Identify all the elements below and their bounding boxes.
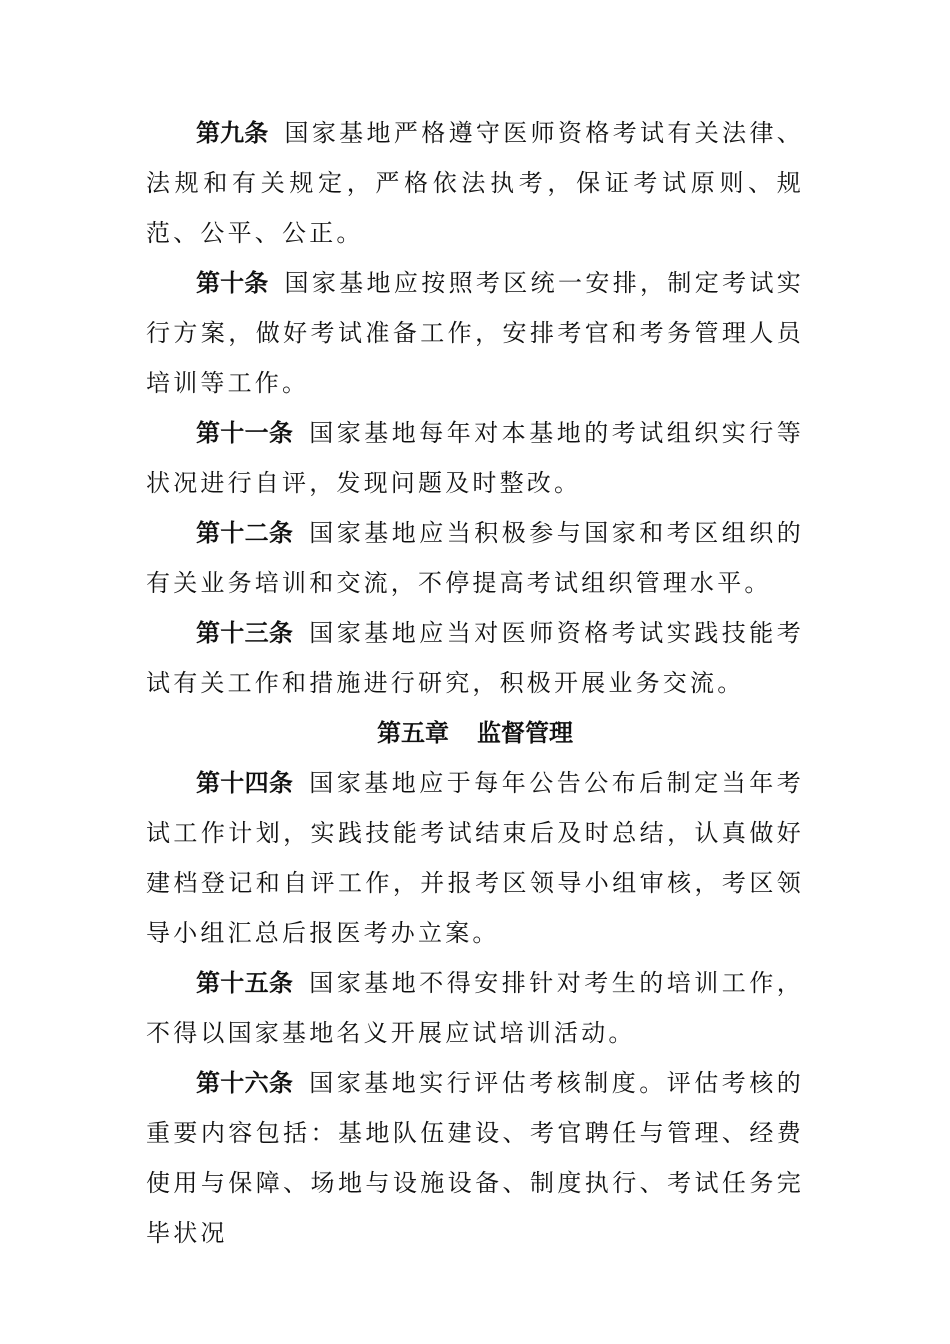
article-10 — [146, 258, 804, 408]
article-label: 第十二条 — [196, 519, 294, 547]
article-14 — [146, 758, 804, 958]
article-text: 国家基地严格遵守医师资格考试有关法律、法规和有关规定，严格依法执考，保证考试原则、规范、公平、公正。 — [146, 119, 804, 247]
article-label: 第十三条 — [196, 619, 294, 647]
article-16 — [146, 1058, 804, 1258]
article-text: 国家基地应当积极参与国家和考区组织的有关业务培训和交流，不停提高考试组织管理水平。 — [146, 519, 804, 597]
article-label: 第九条 — [196, 119, 269, 147]
article-label: 第十四条 — [196, 769, 294, 797]
chapter-heading — [146, 708, 804, 758]
article-text: 国家基地应于每年公告公布后制定当年考试工作计划，实践技能考试结束后及时总结，认真做好建档登记和自评工作，并报考区领导小组审核，考区领导小组汇总后报医考办立案。 — [146, 769, 804, 947]
article-label: 第十六条 — [196, 1069, 294, 1097]
article-text: 国家基地实行评估考核制度。评估考核的重要内容包括：基地队伍建设、考官聘任与管理、经费使用与保障、场地与设施设备、制度执行、考试任务完毕状况 — [146, 1069, 804, 1247]
chapter-title: 监督管理 — [477, 719, 573, 747]
article-text: 国家基地每年对本基地的考试组织实行等状况进行自评，发现问题及时整改。 — [146, 419, 804, 497]
article-label: 第十一条 — [196, 419, 294, 447]
chapter-number: 第五章 — [377, 719, 449, 747]
article-11 — [146, 408, 804, 508]
article-label: 第十条 — [196, 269, 269, 297]
article-9 — [146, 108, 804, 258]
article-text: 国家基地不得安排针对考生的培训工作，不得以国家基地名义开展应试培训活动。 — [146, 969, 804, 1047]
article-13 — [146, 608, 804, 708]
article-12 — [146, 508, 804, 608]
article-text: 国家基地应按照考区统一安排，制定考试实行方案，做好考试准备工作，安排考官和考务管理人员培训等工作。 — [146, 269, 804, 397]
document-page — [146, 108, 804, 1258]
article-text: 国家基地应当对医师资格考试实践技能考试有关工作和措施进行研究，积极开展业务交流。 — [146, 619, 804, 697]
article-label: 第十五条 — [196, 969, 294, 997]
article-15 — [146, 958, 804, 1058]
